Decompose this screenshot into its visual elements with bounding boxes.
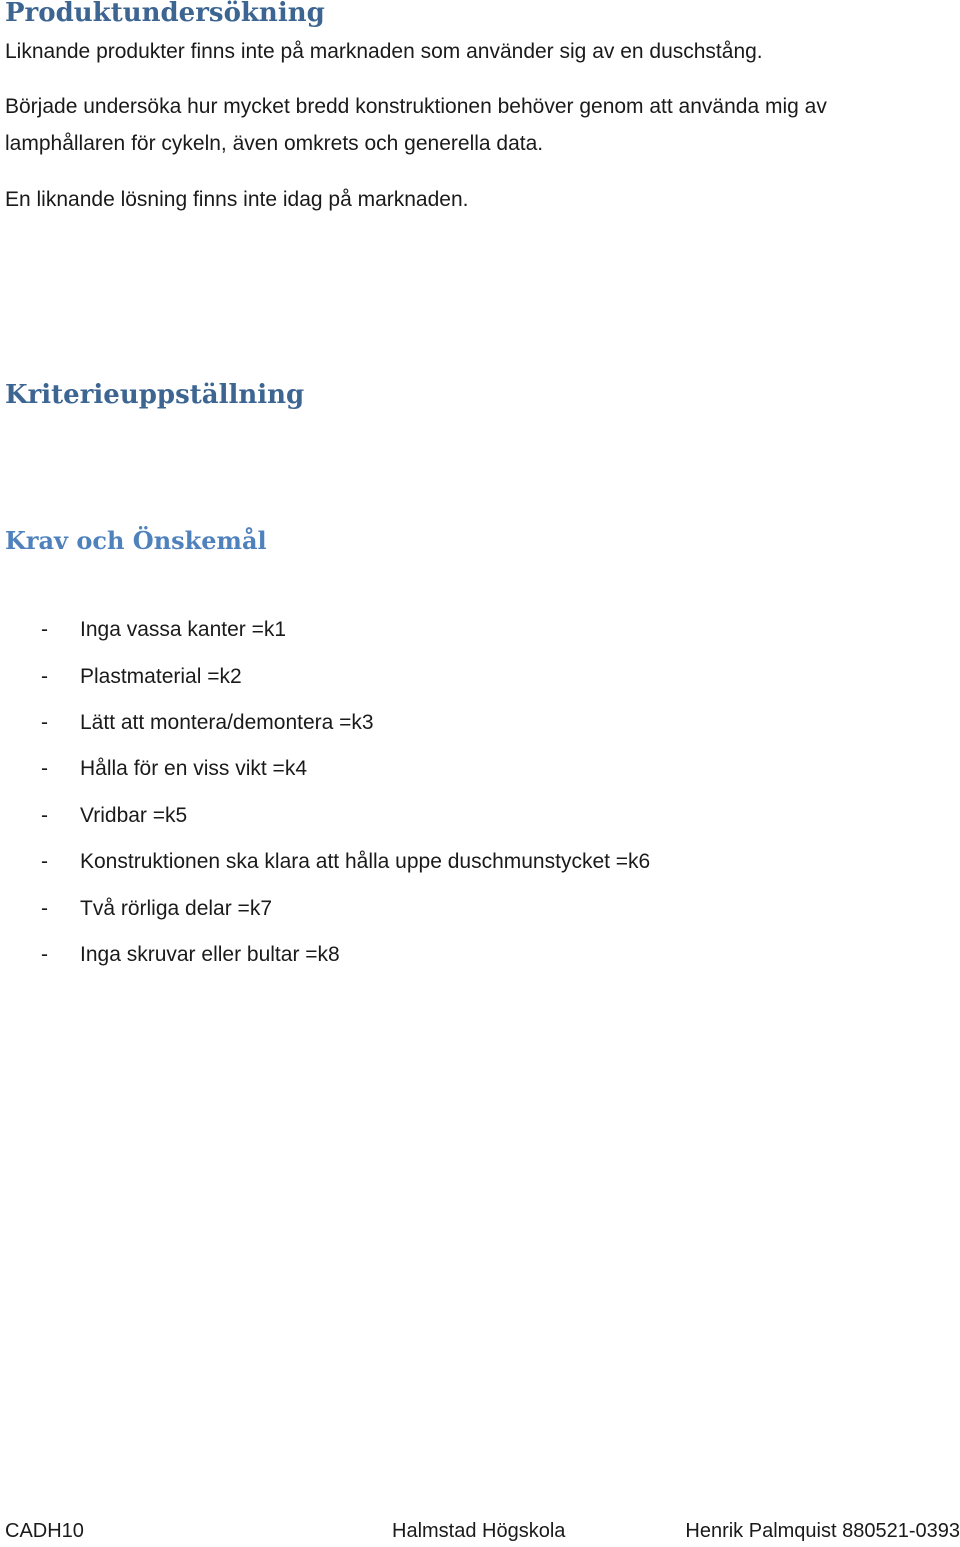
- list-bullet: -: [41, 850, 48, 873]
- section-heading-produktundersokning: Produktundersökning: [5, 0, 325, 28]
- list-item-text: Lätt att montera/demontera =k3: [80, 711, 374, 734]
- paragraph-line: Liknande produkter finns inte på marknaden som använder sig av en duschstång.: [5, 40, 763, 63]
- paragraph-line: Började undersöka hur mycket bredd konstruktionen behöver genom att använda mig av: [5, 95, 827, 118]
- list-bullet: -: [41, 618, 48, 641]
- footer-course-code: CADH10: [5, 1520, 84, 1542]
- list-item-text: Konstruktionen ska klara att hålla uppe duschmunstycket =k6: [80, 850, 651, 873]
- section-heading-kriterieuppstallning: Kriterieuppställning: [5, 380, 305, 410]
- list-bullet: -: [41, 711, 48, 734]
- list-item-text: Plastmaterial =k2: [80, 665, 242, 688]
- list-bullet: -: [41, 757, 48, 780]
- footer-school: Halmstad Högskola: [392, 1520, 566, 1542]
- list-item-text: Inga vassa kanter =k1: [80, 618, 287, 641]
- list-bullet: -: [41, 943, 48, 966]
- list-bullet: -: [41, 665, 48, 688]
- list-item-text: Vridbar =k5: [80, 804, 188, 827]
- list-item-text: Två rörliga delar =k7: [80, 897, 273, 920]
- paragraph-line: En liknande lösning finns inte idag på marknaden.: [5, 188, 469, 211]
- list-item-text: Hålla för en viss vikt =k4: [80, 757, 308, 780]
- subheading-krav-och-onskemal: Krav och Önskemål: [5, 526, 267, 555]
- list-bullet: -: [41, 804, 48, 827]
- footer-author: Henrik Palmquist 880521-0393: [685, 1520, 960, 1542]
- paragraph-line: lamphållaren för cykeln, även omkrets och generella data.: [5, 132, 544, 155]
- list-bullet: -: [41, 897, 48, 920]
- list-item-text: Inga skruvar eller bultar =k8: [80, 943, 340, 966]
